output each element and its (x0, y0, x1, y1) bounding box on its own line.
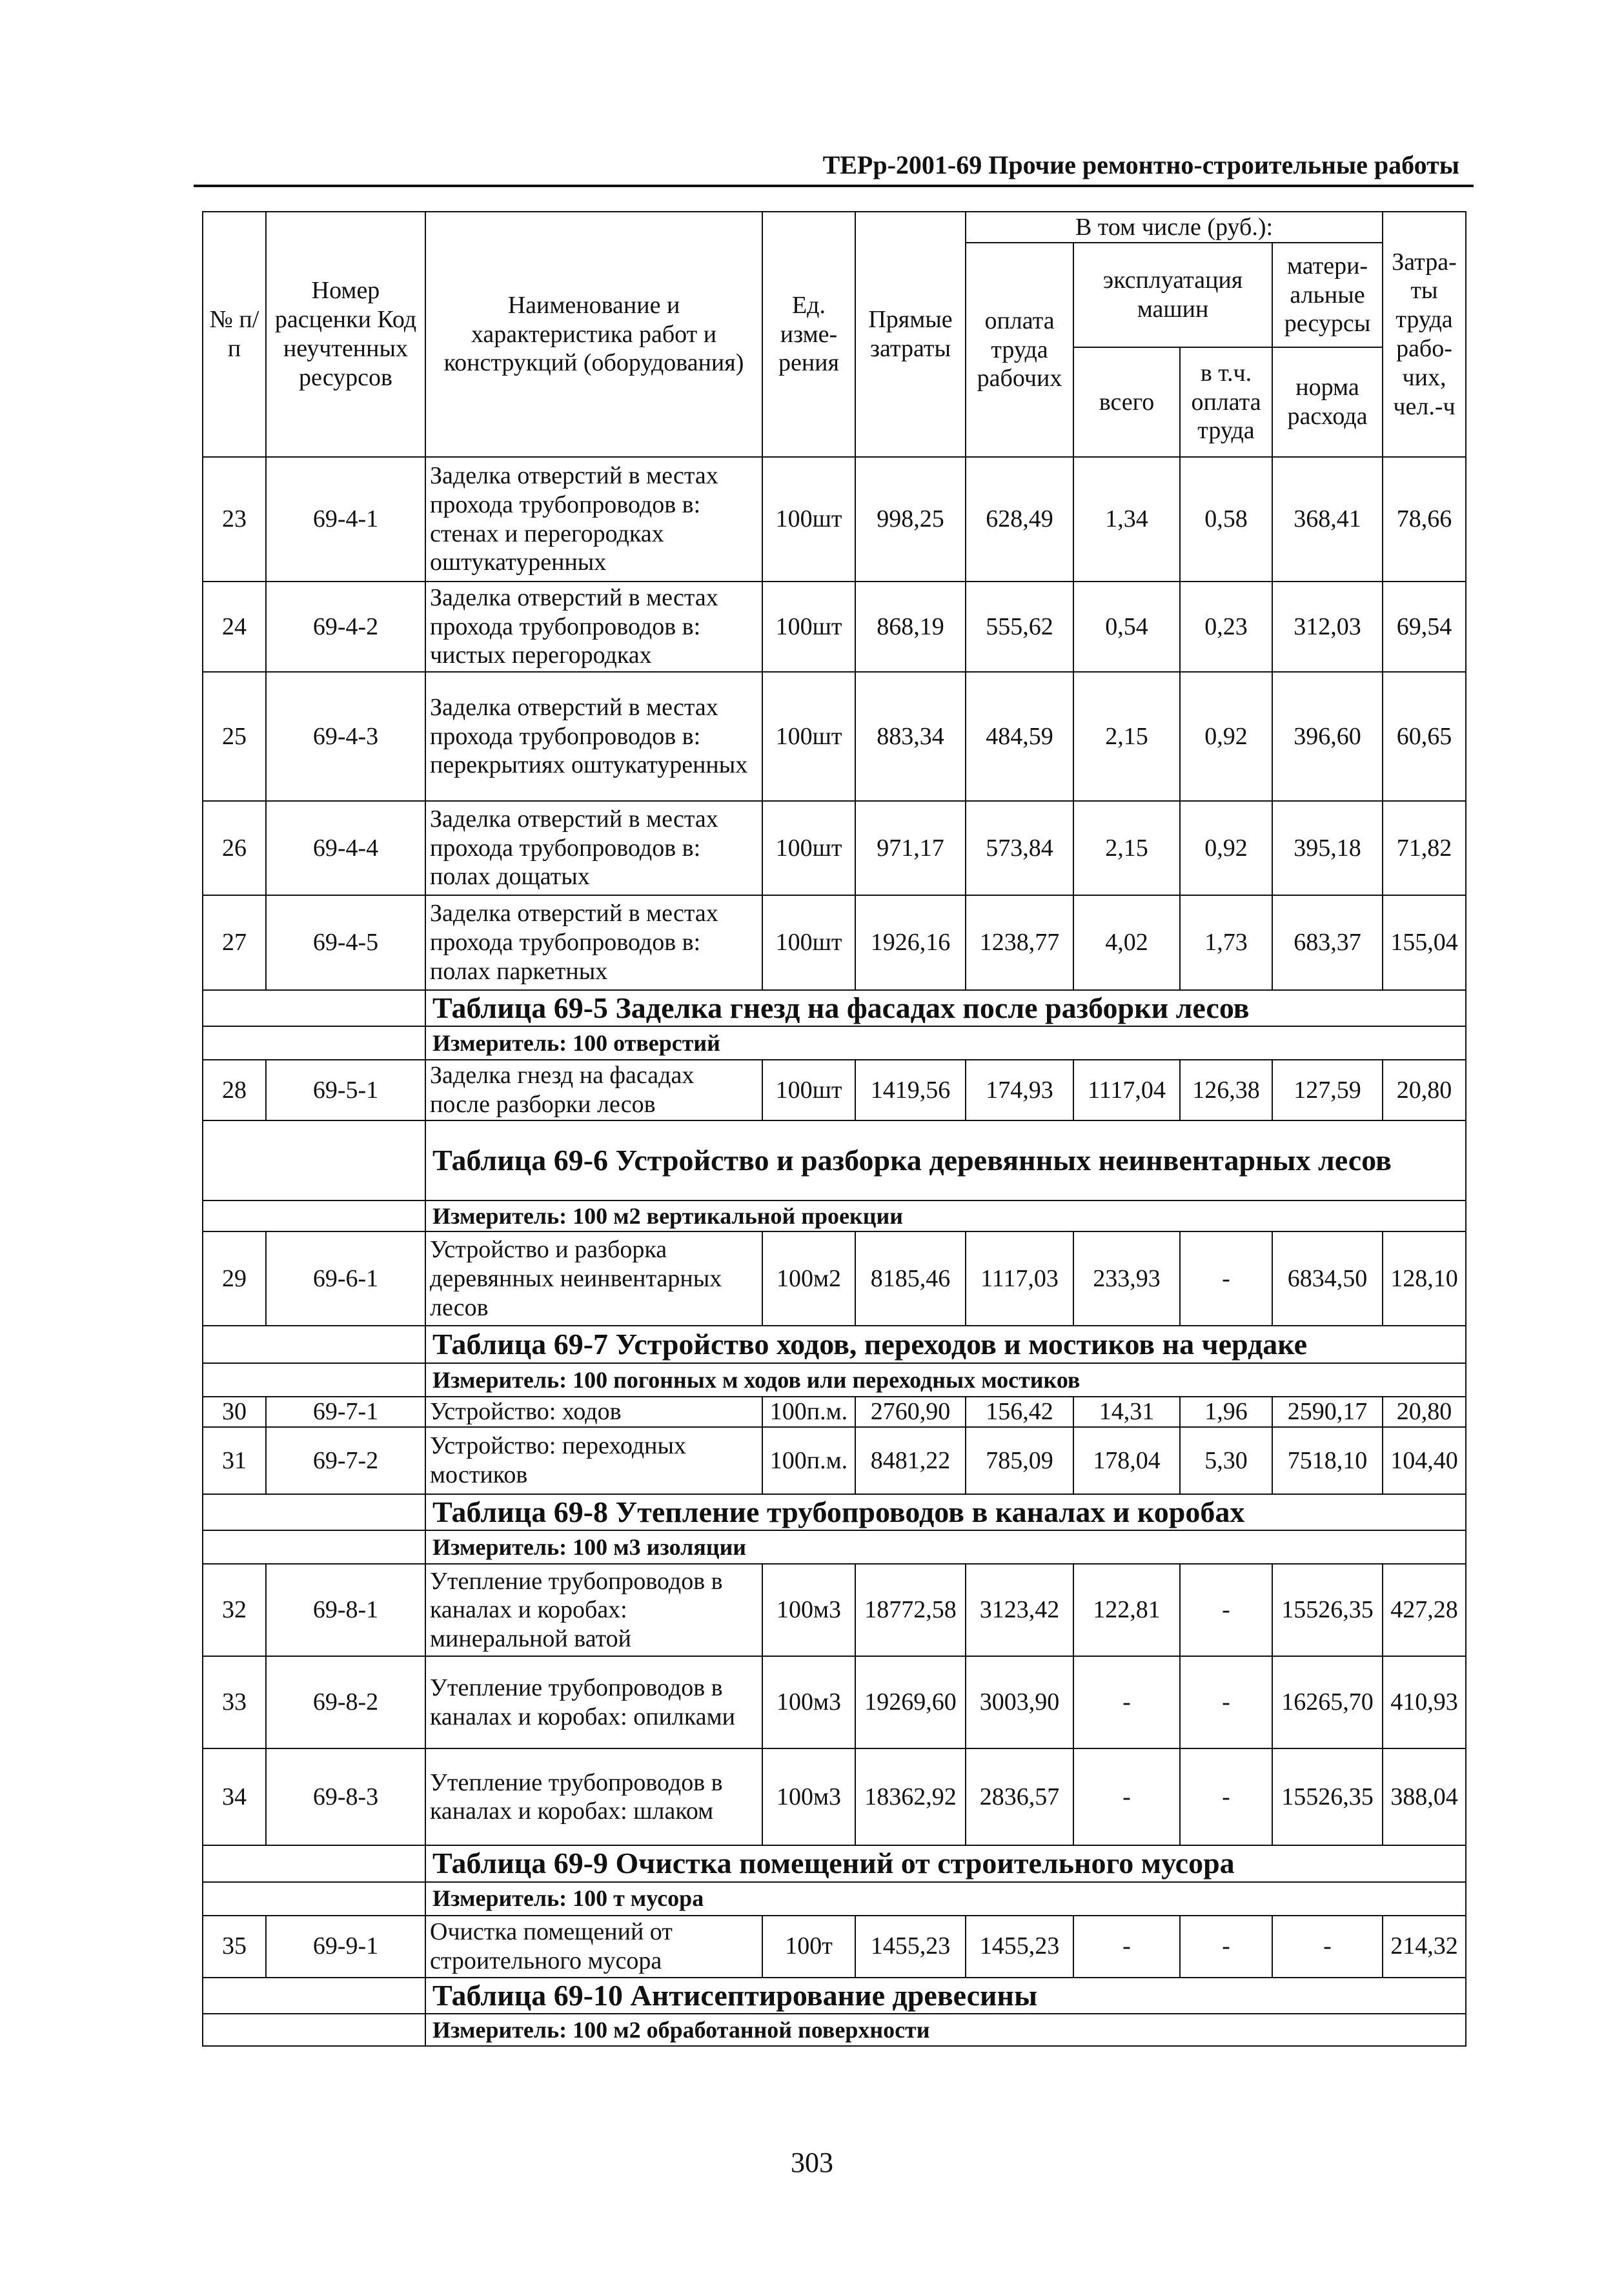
section-title-row (203, 990, 1466, 1026)
labor-cell: 427,28 (1383, 1564, 1466, 1656)
work-name-cell: Утепление трубопроводов в каналах и коробах: опилками (425, 1656, 762, 1748)
work-name-cell: Заделка отверстий в местах прохода трубопроводов в: стенах и перегородках оштукатуренных (425, 457, 762, 582)
work-name-cell: Очистка помещений от строительного мусора (425, 1916, 762, 1978)
machines-total-cell: 4,02 (1073, 895, 1180, 990)
wages-cell: 1238,77 (966, 895, 1073, 990)
section-measure: Измеритель: 100 м2 обработанной поверхности (425, 2014, 1466, 2046)
section-title: Таблица 69-8 Утепление трубопроводов в каналах и коробах (425, 1494, 1466, 1530)
header-unit: Ед. изме-рения (762, 212, 855, 457)
materials-cell: 16265,70 (1272, 1656, 1383, 1748)
header-machines-total: всего (1073, 347, 1180, 457)
machines-total-cell: 233,93 (1073, 1231, 1180, 1326)
materials-cell: 395,18 (1272, 801, 1383, 895)
unit-cell: 100шт (762, 457, 855, 582)
machines-wages-cell: 0,92 (1180, 672, 1272, 801)
machines-wages-cell: 5,30 (1180, 1427, 1272, 1494)
materials-cell: 368,41 (1272, 457, 1383, 582)
empty-cell (203, 1530, 425, 1564)
labor-cell: 78,66 (1383, 457, 1466, 582)
machines-total-cell: 122,81 (1073, 1564, 1180, 1656)
header-materials-norm: норма расхода (1272, 347, 1383, 457)
direct-cost-cell: 2760,90 (855, 1397, 966, 1427)
wages-cell: 2836,57 (966, 1748, 1073, 1845)
table-row (203, 1231, 1466, 1326)
direct-cost-cell: 18362,92 (855, 1748, 966, 1845)
machines-wages-cell: - (1180, 1916, 1272, 1978)
work-name-cell: Заделка отверстий в местах прохода трубопроводов в: полах паркетных (425, 895, 762, 990)
table-row (203, 1916, 1466, 1978)
section-title: Таблица 69-5 Заделка гнезд на фасадах после разборки лесов (425, 990, 1466, 1026)
empty-cell (203, 1494, 425, 1530)
table-row (203, 1564, 1466, 1656)
section-measure-row (203, 1530, 1466, 1564)
machines-total-cell: 2,15 (1073, 801, 1180, 895)
wages-cell: 555,62 (966, 582, 1073, 672)
unit-cell: 100т (762, 1916, 855, 1978)
unit-cell: 100шт (762, 801, 855, 895)
direct-cost-cell: 8481,22 (855, 1427, 966, 1494)
section-title: Таблица 69-6 Устройство и разборка деревянных неинвентарных лесов (425, 1120, 1466, 1200)
labor-cell: 20,80 (1383, 1060, 1466, 1120)
row-number-cell: 27 (203, 895, 266, 990)
unit-cell: 100п.м. (762, 1427, 855, 1494)
wages-cell: 1455,23 (966, 1916, 1073, 1978)
section-measure: Измеритель: 100 м3 изоляции (425, 1530, 1466, 1564)
rate-code-cell: 69-4-4 (266, 801, 425, 895)
row-number-cell: 23 (203, 457, 266, 582)
labor-cell: 69,54 (1383, 582, 1466, 672)
row-number-cell: 31 (203, 1427, 266, 1494)
wages-cell: 174,93 (966, 1060, 1073, 1120)
unit-cell: 100шт (762, 582, 855, 672)
rate-code-cell: 69-7-2 (266, 1427, 425, 1494)
wages-cell: 628,49 (966, 457, 1073, 582)
row-number-cell: 29 (203, 1231, 266, 1326)
section-title-row (203, 1494, 1466, 1530)
rate-code-cell: 69-6-1 (266, 1231, 425, 1326)
rate-code-cell: 69-5-1 (266, 1060, 425, 1120)
materials-cell: 2590,17 (1272, 1397, 1383, 1427)
table-row (203, 1427, 1466, 1494)
wages-cell: 573,84 (966, 801, 1073, 895)
unit-cell: 100м3 (762, 1748, 855, 1845)
section-measure: Измеритель: 100 м2 вертикальной проекции (425, 1200, 1466, 1231)
machines-total-cell: 1117,04 (1073, 1060, 1180, 1120)
work-name-cell: Устройство: ходов (425, 1397, 762, 1427)
labor-cell: 71,82 (1383, 801, 1466, 895)
row-number-cell: 28 (203, 1060, 266, 1120)
direct-cost-cell: 998,25 (855, 457, 966, 582)
materials-cell: 6834,50 (1272, 1231, 1383, 1326)
running-header: ТЕРр-2001-69 Прочие ремонтно-строительные работы (822, 150, 1459, 179)
row-number-cell: 24 (203, 582, 266, 672)
empty-cell (203, 1882, 425, 1916)
machines-wages-cell: 1,73 (1180, 895, 1272, 990)
wages-cell: 1117,03 (966, 1231, 1073, 1326)
labor-cell: 104,40 (1383, 1427, 1466, 1494)
table-row (203, 1656, 1466, 1748)
section-measure: Измеритель: 100 отверстий (425, 1026, 1466, 1060)
work-name-cell: Утепление трубопроводов в каналах и коробах: минеральной ватой (425, 1564, 762, 1656)
machines-wages-cell: 0,23 (1180, 582, 1272, 672)
machines-total-cell: 0,54 (1073, 582, 1180, 672)
work-name-cell: Устройство: переходных мостиков (425, 1427, 762, 1494)
empty-cell (203, 2014, 425, 2046)
header-code: Номер расценки Код неучтенных ресурсов (266, 212, 425, 457)
rate-code-cell: 69-8-3 (266, 1748, 425, 1845)
header-rule (194, 185, 1474, 187)
direct-cost-cell: 868,19 (855, 582, 966, 672)
machines-total-cell: - (1073, 1748, 1180, 1845)
rate-code-cell: 69-4-2 (266, 582, 425, 672)
section-title: Таблица 69-10 Антисептирование древесины (425, 1978, 1466, 2014)
row-number-cell: 30 (203, 1397, 266, 1427)
header-wages: оплата труда рабочих (966, 243, 1073, 457)
section-title: Таблица 69-7 Устройство ходов, переходов и мостиков на чердаке (425, 1326, 1466, 1363)
materials-cell: 396,60 (1272, 672, 1383, 801)
labor-cell: 214,32 (1383, 1916, 1466, 1978)
rates-table (202, 211, 1467, 2047)
header-machines: эксплуатация машин (1073, 243, 1272, 347)
rate-code-cell: 69-8-1 (266, 1564, 425, 1656)
materials-cell: 127,59 (1272, 1060, 1383, 1120)
row-number-cell: 35 (203, 1916, 266, 1978)
unit-cell: 100п.м. (762, 1397, 855, 1427)
wages-cell: 785,09 (966, 1427, 1073, 1494)
rate-code-cell: 69-4-3 (266, 672, 425, 801)
rate-code-cell: 69-9-1 (266, 1916, 425, 1978)
direct-cost-cell: 19269,60 (855, 1656, 966, 1748)
table-row (203, 672, 1466, 801)
table-row (203, 582, 1466, 672)
table-row (203, 801, 1466, 895)
machines-total-cell: 1,34 (1073, 457, 1180, 582)
materials-cell: 683,37 (1272, 895, 1383, 990)
work-name-cell: Заделка отверстий в местах прохода трубопроводов в: полах дощатых (425, 801, 762, 895)
direct-cost-cell: 883,34 (855, 672, 966, 801)
work-name-cell: Заделка гнезд на фасадах после разборки лесов (425, 1060, 762, 1120)
work-name-cell: Заделка отверстий в местах прохода трубопроводов в: чистых перегородках (425, 582, 762, 672)
rate-code-cell: 69-4-5 (266, 895, 425, 990)
direct-cost-cell: 1419,56 (855, 1060, 966, 1120)
machines-wages-cell: - (1180, 1231, 1272, 1326)
machines-wages-cell: - (1180, 1564, 1272, 1656)
unit-cell: 100м3 (762, 1656, 855, 1748)
table-row (203, 895, 1466, 990)
unit-cell: 100шт (762, 895, 855, 990)
row-number-cell: 32 (203, 1564, 266, 1656)
machines-total-cell: - (1073, 1916, 1180, 1978)
materials-cell: - (1272, 1916, 1383, 1978)
section-measure-row (203, 1200, 1466, 1231)
table-row (203, 1748, 1466, 1845)
header-machines-wages: в т.ч. оплата труда (1180, 347, 1272, 457)
row-number-cell: 33 (203, 1656, 266, 1748)
machines-wages-cell: - (1180, 1656, 1272, 1748)
machines-wages-cell: 0,92 (1180, 801, 1272, 895)
machines-total-cell: - (1073, 1656, 1180, 1748)
machines-total-cell: 178,04 (1073, 1427, 1180, 1494)
labor-cell: 60,65 (1383, 672, 1466, 801)
section-title-row (203, 1326, 1466, 1363)
empty-cell (203, 1326, 425, 1363)
direct-cost-cell: 1455,23 (855, 1916, 966, 1978)
header-num: № п/п (203, 212, 266, 457)
section-title-row (203, 1120, 1466, 1200)
header-name: Наименование и характеристика работ и конструкций (оборудования) (425, 212, 762, 457)
section-measure-row (203, 1882, 1466, 1916)
rate-code-cell: 69-4-1 (266, 457, 425, 582)
header-direct: Прямые затраты (855, 212, 966, 457)
work-name-cell: Заделка отверстий в местах прохода трубопроводов в: перекрытиях оштукатуренных (425, 672, 762, 801)
machines-wages-cell: 1,96 (1180, 1397, 1272, 1427)
unit-cell: 100шт (762, 1060, 855, 1120)
empty-cell (203, 1978, 425, 2014)
table-row (203, 1060, 1466, 1120)
row-number-cell: 26 (203, 801, 266, 895)
rate-code-cell: 69-7-1 (266, 1397, 425, 1427)
rate-code-cell: 69-8-2 (266, 1656, 425, 1748)
unit-cell: 100шт (762, 672, 855, 801)
machines-total-cell: 14,31 (1073, 1397, 1180, 1427)
header-labor: Затра-ты труда рабо-чих, чел.-ч (1383, 212, 1466, 457)
machines-total-cell: 2,15 (1073, 672, 1180, 801)
materials-cell: 15526,35 (1272, 1748, 1383, 1845)
section-measure-row (203, 1026, 1466, 1060)
table-row (203, 1397, 1466, 1427)
unit-cell: 100м3 (762, 1564, 855, 1656)
empty-cell (203, 990, 425, 1026)
section-measure-row (203, 1363, 1466, 1397)
section-title-row (203, 1978, 1466, 2014)
machines-wages-cell: 126,38 (1180, 1060, 1272, 1120)
materials-cell: 312,03 (1272, 582, 1383, 672)
empty-cell (203, 1363, 425, 1397)
table-row (203, 457, 1466, 582)
section-measure: Измеритель: 100 т мусора (425, 1882, 1466, 1916)
labor-cell: 128,10 (1383, 1231, 1466, 1326)
labor-cell: 20,80 (1383, 1397, 1466, 1427)
machines-wages-cell: - (1180, 1748, 1272, 1845)
section-title: Таблица 69-9 Очистка помещений от строительного мусора (425, 1845, 1466, 1881)
wages-cell: 156,42 (966, 1397, 1073, 1427)
empty-cell (203, 1026, 425, 1060)
labor-cell: 410,93 (1383, 1656, 1466, 1748)
wages-cell: 3123,42 (966, 1564, 1073, 1656)
empty-cell (203, 1200, 425, 1231)
page-number: 303 (791, 2147, 833, 2178)
work-name-cell: Утепление трубопроводов в каналах и коробах: шлаком (425, 1748, 762, 1845)
section-title-row (203, 1845, 1466, 1881)
direct-cost-cell: 971,17 (855, 801, 966, 895)
direct-cost-cell: 8185,46 (855, 1231, 966, 1326)
materials-cell: 15526,35 (1272, 1564, 1383, 1656)
labor-cell: 155,04 (1383, 895, 1466, 990)
machines-wages-cell: 0,58 (1180, 457, 1272, 582)
materials-cell: 7518,10 (1272, 1427, 1383, 1494)
header-including: В том числе (руб.): (966, 212, 1383, 243)
direct-cost-cell: 1926,16 (855, 895, 966, 990)
empty-cell (203, 1845, 425, 1881)
empty-cell (203, 1120, 425, 1200)
direct-cost-cell: 18772,58 (855, 1564, 966, 1656)
row-number-cell: 25 (203, 672, 266, 801)
wages-cell: 3003,90 (966, 1656, 1073, 1748)
labor-cell: 388,04 (1383, 1748, 1466, 1845)
unit-cell: 100м2 (762, 1231, 855, 1326)
row-number-cell: 34 (203, 1748, 266, 1845)
wages-cell: 484,59 (966, 672, 1073, 801)
section-measure: Измеритель: 100 погонных м ходов или переходных мостиков (425, 1363, 1466, 1397)
work-name-cell: Устройство и разборка деревянных неинвентарных лесов (425, 1231, 762, 1326)
section-measure-row (203, 2014, 1466, 2046)
header-materials: матери-альные ресурсы (1272, 243, 1383, 347)
